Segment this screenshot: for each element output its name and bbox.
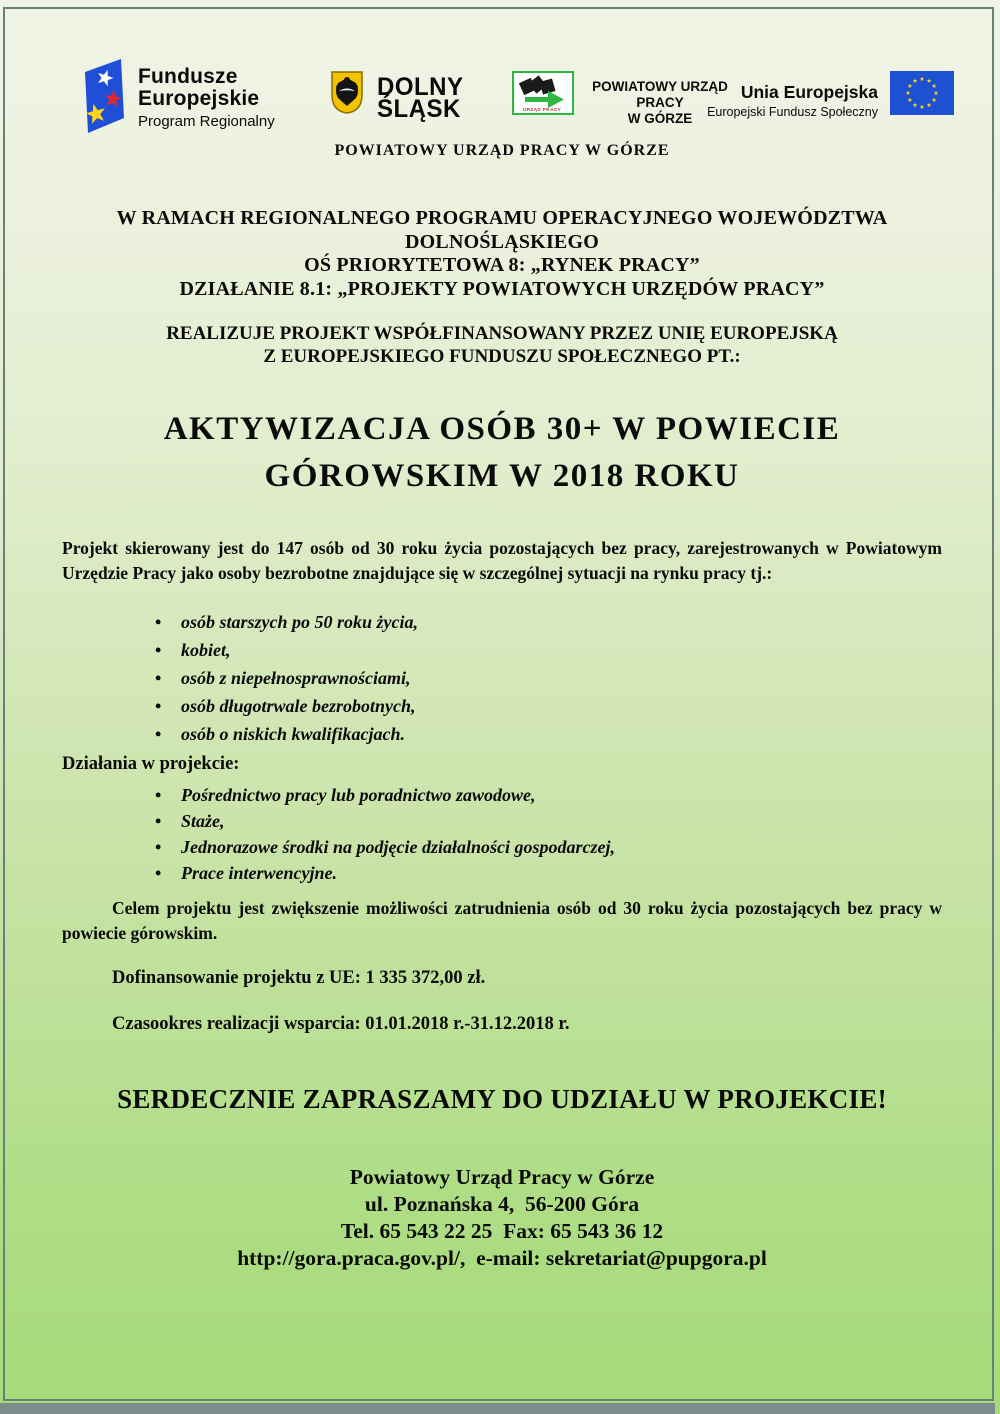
funding-amount: Dofinansowanie projektu z UE: 1 335 372,00 zł. <box>112 968 486 988</box>
program-line-2: OŚ PRIORYTETOWA 8: „RYNEK PRACY” <box>304 254 700 276</box>
dolny-slask-line2: ŚLĄSK <box>377 95 461 124</box>
pup-line1: POWIATOWY URZĄD <box>592 79 728 94</box>
list-item: • Prace interwencyjne. <box>62 860 942 886</box>
project-title-line2: GÓROWSKIM W 2018 ROKU <box>264 458 740 494</box>
eu-flag-icon <box>890 71 954 115</box>
eu-title: Unia Europejska <box>740 82 878 102</box>
activities-heading: Działania w projekcie: <box>62 754 240 774</box>
contact-block <box>62 1164 942 1272</box>
fundusze-title-line1: Fundusze <box>138 65 238 88</box>
logo-dolny-slask <box>330 71 464 124</box>
contact-web-email: http://gora.praca.gov.pl/, e-mail: sekretariat@pupgora.pl <box>237 1246 767 1270</box>
list-item: • kobiet, <box>62 636 942 664</box>
logo-unia-europejska <box>690 82 878 119</box>
program-line-3: DZIAŁANIE 8.1: „PROJEKTY POWIATOWYCH URZĘDÓW PRACY” <box>179 277 825 300</box>
logo-fundusze-europejskie <box>138 66 275 130</box>
european-funds-flag-icon <box>80 56 126 136</box>
cofinancing-statement <box>62 322 942 368</box>
pup-line3: W GÓRZE <box>627 111 693 126</box>
project-title-line1: AKTYWIZACJA OSÓB 30+ W POWIECIE <box>163 411 841 447</box>
silesian-eagle-crest-icon <box>330 71 364 114</box>
program-line-1: W RAMACH REGIONALNEGO PROGRAMU OPERACYJNEGO WOJEWÓDZTWA DOLNOŚLĄSKIEGO <box>116 207 888 253</box>
activities-list <box>62 782 942 886</box>
list-item: • Jednorazowe środki na podjęcie działalności gospodarczej, <box>62 834 942 860</box>
project-title <box>62 406 942 500</box>
page-title: POWIATOWY URZĄD PRACY W GÓRZE <box>334 142 670 159</box>
contact-address: ul. Poznańska 4, 56-200 Góra <box>364 1192 640 1216</box>
invitation-banner: SERDECZNIE ZAPRASZAMY DO UDZIAŁU W PROJEKCIE! <box>117 1084 887 1114</box>
list-item: • osób o niskich kwalifikacjach. <box>62 720 942 748</box>
page-edge-shadow <box>0 1403 995 1414</box>
pup-line2: PRACY <box>636 95 684 110</box>
goal-paragraph: Celem projektu jest zwiększenie możliwości zatrudnienia osób od 30 roku życia pozostających bez pracy w powiecie górowskim. <box>62 898 942 943</box>
contact-phone-fax: Tel. 65 543 22 25 Fax: 65 543 36 12 <box>340 1219 664 1243</box>
target-groups-list <box>62 608 942 748</box>
urzad-pracy-logo-icon <box>512 71 574 115</box>
dolny-slask-line1: DOLNY <box>377 73 464 102</box>
contact-name: Powiatowy Urząd Pracy w Górze <box>349 1165 655 1189</box>
timeframe: Czasookres realizacji wsparcia: 01.01.2018 r.-31.12.2018 r. <box>112 1014 570 1034</box>
fundusze-title-line2: Europejskie <box>138 87 260 110</box>
list-item: • Pośrednictwo pracy lub poradnictwo zawodowe, <box>62 782 942 808</box>
eu-subtitle: Europejski Fundusz Społeczny <box>707 105 878 119</box>
list-item: • Staże, <box>62 808 942 834</box>
list-item: • osób z niepełnosprawnościami, <box>62 664 942 692</box>
program-description <box>80 207 924 301</box>
cofinance-line-2: Z EUROPEJSKIEGO FUNDUSZU SPOŁECZNEGO PT.: <box>263 346 741 367</box>
cofinance-line-1: REALIZUJE PROJEKT WSPÓŁFINANSOWANY PRZEZ UNIĘ EUROPEJSKĄ <box>166 323 838 344</box>
intro-paragraph: Projekt skierowany jest do 147 osób od 30 roku życia pozostających bez pracy, zarejestrowanych w Powiatowym Urzędzie Pracy jako osoby bezrobotne znajdujące się w szczególnej sytuacji na rynku pracy tj.: <box>62 538 942 583</box>
urzad-pracy-caption: URZĄD PRACY <box>522 108 562 113</box>
list-item: • osób starszych po 50 roku życia, <box>62 608 942 636</box>
list-item: • osób długotrwale bezrobotnych, <box>62 692 942 720</box>
fundusze-subtitle: Program Regionalny <box>138 113 275 130</box>
